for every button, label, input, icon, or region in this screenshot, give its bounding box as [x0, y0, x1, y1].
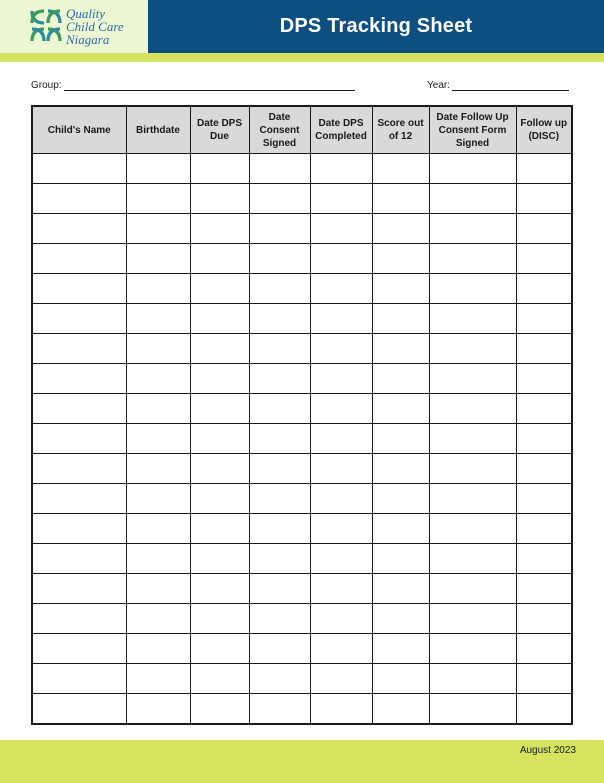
table-cell[interactable] [310, 274, 372, 304]
table-cell[interactable] [310, 694, 372, 725]
table-cell[interactable] [516, 544, 572, 574]
table-row [32, 634, 572, 664]
column-header-birthdate: Birthdate [126, 106, 190, 154]
table-cell[interactable] [249, 424, 310, 454]
table-cell[interactable] [126, 364, 190, 394]
table-cell[interactable] [190, 244, 249, 274]
table-cell[interactable] [126, 214, 190, 244]
table-row [32, 454, 572, 484]
table-cell[interactable] [310, 424, 372, 454]
table-cell[interactable] [126, 394, 190, 424]
table-row [32, 214, 572, 244]
table-cell[interactable] [516, 634, 572, 664]
table-cell[interactable] [249, 484, 310, 514]
table-cell[interactable] [190, 274, 249, 304]
table-cell[interactable] [310, 454, 372, 484]
table-cell[interactable] [126, 454, 190, 484]
table-cell[interactable] [190, 544, 249, 574]
table-cell[interactable] [516, 694, 572, 725]
table-cell[interactable] [516, 244, 572, 274]
table-cell[interactable] [372, 304, 429, 334]
qccn-rings-icon [28, 7, 64, 45]
column-header-date-consent-signed: Date Consent Signed [249, 106, 310, 154]
table-cell[interactable] [516, 334, 572, 364]
table-cell[interactable] [310, 154, 372, 184]
table-cell[interactable] [249, 694, 310, 725]
table-cell[interactable] [126, 604, 190, 634]
logo-line-1: Quality [66, 6, 105, 21]
table-cell[interactable] [126, 154, 190, 184]
table-cell[interactable] [429, 424, 516, 454]
table-cell[interactable] [126, 514, 190, 544]
table-cell[interactable] [32, 544, 126, 574]
year-label: Year: [427, 80, 450, 91]
table-cell[interactable] [516, 484, 572, 514]
table-cell[interactable] [190, 364, 249, 394]
logo-line-2: Child Care [66, 19, 124, 34]
table-body [32, 154, 572, 725]
table-cell[interactable] [126, 244, 190, 274]
column-header-childs-name: Child's Name [32, 106, 126, 154]
table-cell[interactable] [32, 364, 126, 394]
table-cell[interactable] [429, 694, 516, 725]
table-cell[interactable] [249, 334, 310, 364]
table-row [32, 184, 572, 214]
table-cell[interactable] [249, 634, 310, 664]
table-cell[interactable] [249, 454, 310, 484]
table-cell[interactable] [516, 604, 572, 634]
table-row [32, 574, 572, 604]
table-cell[interactable] [126, 574, 190, 604]
column-header-date-dps-due: Date DPS Due [190, 106, 249, 154]
table-cell[interactable] [429, 634, 516, 664]
table-cell[interactable] [190, 634, 249, 664]
table-cell[interactable] [429, 604, 516, 634]
table-cell[interactable] [32, 664, 126, 694]
table-cell[interactable] [372, 154, 429, 184]
column-header-date-dps-completed: Date DPS Completed [310, 106, 372, 154]
table-header-row [32, 106, 572, 154]
table-cell[interactable] [516, 364, 572, 394]
table-cell[interactable] [310, 544, 372, 574]
logo [0, 0, 148, 53]
table-cell[interactable] [372, 484, 429, 514]
table-cell[interactable] [429, 184, 516, 214]
table-cell[interactable] [126, 484, 190, 514]
table-cell[interactable] [429, 394, 516, 424]
table-cell[interactable] [249, 304, 310, 334]
table-cell[interactable] [249, 514, 310, 544]
table-cell[interactable] [516, 274, 572, 304]
table-cell[interactable] [372, 604, 429, 634]
table-cell[interactable] [516, 394, 572, 424]
table-cell[interactable] [310, 574, 372, 604]
table-cell[interactable] [372, 424, 429, 454]
table-cell[interactable] [310, 244, 372, 274]
table-cell[interactable] [32, 634, 126, 664]
table-cell[interactable] [429, 484, 516, 514]
table-cell[interactable] [516, 514, 572, 544]
table-cell[interactable] [516, 454, 572, 484]
table-cell[interactable] [126, 274, 190, 304]
table-cell[interactable] [249, 364, 310, 394]
table-cell[interactable] [126, 334, 190, 364]
table-cell[interactable] [372, 514, 429, 544]
footer-date: August 2023 [519, 745, 576, 756]
table-cell[interactable] [126, 184, 190, 214]
table-cell[interactable] [249, 214, 310, 244]
table-cell[interactable] [372, 694, 429, 725]
table-cell[interactable] [249, 664, 310, 694]
table-cell[interactable] [516, 664, 572, 694]
table-cell[interactable] [32, 484, 126, 514]
table-cell[interactable] [32, 274, 126, 304]
column-header-follow-up-disc: Follow up (DISC) [516, 106, 572, 154]
table-cell[interactable] [429, 334, 516, 364]
table-cell[interactable] [310, 604, 372, 634]
table-cell[interactable] [249, 604, 310, 634]
group-field [31, 80, 355, 91]
table-cell[interactable] [310, 364, 372, 394]
page-footer [0, 740, 604, 783]
table-cell[interactable] [310, 634, 372, 664]
table-cell[interactable] [32, 424, 126, 454]
table-cell[interactable] [516, 184, 572, 214]
table-cell[interactable] [190, 484, 249, 514]
table-cell[interactable] [429, 544, 516, 574]
table-cell[interactable] [372, 574, 429, 604]
page-title: DPS Tracking Sheet [279, 15, 473, 37]
table-cell[interactable] [126, 304, 190, 334]
table-cell[interactable] [310, 664, 372, 694]
table-cell[interactable] [32, 244, 126, 274]
table-cell[interactable] [32, 214, 126, 244]
table-cell[interactable] [516, 574, 572, 604]
table-cell[interactable] [429, 364, 516, 394]
table-row [32, 304, 572, 334]
table-cell[interactable] [190, 214, 249, 244]
table-row [32, 364, 572, 394]
table-cell[interactable] [126, 544, 190, 574]
table-cell[interactable] [249, 544, 310, 574]
column-header-follow-up-consent: Date Follow Up Consent Form Signed [429, 106, 516, 154]
table-cell[interactable] [429, 214, 516, 244]
table-cell[interactable] [310, 334, 372, 364]
table-cell[interactable] [372, 334, 429, 364]
table-row [32, 694, 572, 725]
table-cell[interactable] [429, 274, 516, 304]
logo-line-3: Niagara [66, 32, 110, 47]
table-cell[interactable] [372, 184, 429, 214]
table-cell[interactable] [126, 634, 190, 664]
table-row [32, 664, 572, 694]
table-row [32, 544, 572, 574]
table-cell[interactable] [516, 214, 572, 244]
table-cell[interactable] [516, 304, 572, 334]
table-cell[interactable] [372, 214, 429, 244]
table-cell[interactable] [429, 514, 516, 544]
table-cell[interactable] [249, 244, 310, 274]
table-cell[interactable] [429, 454, 516, 484]
table-cell[interactable] [190, 694, 249, 725]
table-cell[interactable] [372, 544, 429, 574]
table-cell[interactable] [126, 424, 190, 454]
table-cell[interactable] [190, 514, 249, 544]
table-cell[interactable] [249, 154, 310, 184]
table-cell[interactable] [126, 664, 190, 694]
table-cell[interactable] [429, 244, 516, 274]
table-row [32, 334, 572, 364]
table-row [32, 424, 572, 454]
table-cell[interactable] [429, 304, 516, 334]
table-cell[interactable] [310, 514, 372, 544]
table-cell[interactable] [310, 214, 372, 244]
table-cell[interactable] [372, 454, 429, 484]
table-cell[interactable] [190, 184, 249, 214]
group-label: Group: [31, 80, 62, 91]
table-cell[interactable] [310, 394, 372, 424]
table-cell[interactable] [372, 364, 429, 394]
table-row [32, 274, 572, 304]
table-row [32, 484, 572, 514]
table-cell[interactable] [372, 274, 429, 304]
table-cell[interactable] [190, 664, 249, 694]
table-cell[interactable] [32, 454, 126, 484]
table-row [32, 514, 572, 544]
table-cell[interactable] [249, 574, 310, 604]
table-cell[interactable] [310, 304, 372, 334]
group-input-line[interactable] [64, 80, 355, 91]
table-row [32, 604, 572, 634]
tracking-table [31, 105, 573, 725]
table-cell[interactable] [429, 664, 516, 694]
table-cell[interactable] [372, 394, 429, 424]
table-cell[interactable] [429, 574, 516, 604]
table-cell[interactable] [190, 454, 249, 484]
table-cell[interactable] [249, 394, 310, 424]
year-field [427, 80, 569, 91]
table-cell[interactable] [310, 184, 372, 214]
table-row [32, 244, 572, 274]
table-cell[interactable] [516, 424, 572, 454]
table-cell[interactable] [429, 154, 516, 184]
table-cell[interactable] [190, 604, 249, 634]
table-cell[interactable] [190, 154, 249, 184]
table-cell[interactable] [249, 274, 310, 304]
table-cell[interactable] [32, 574, 126, 604]
table-cell[interactable] [372, 634, 429, 664]
table-cell[interactable] [190, 424, 249, 454]
page-header [0, 0, 604, 53]
table-cell[interactable] [310, 484, 372, 514]
table-cell[interactable] [190, 574, 249, 604]
logo-text [66, 7, 124, 46]
table-cell[interactable] [372, 244, 429, 274]
table-cell[interactable] [32, 304, 126, 334]
table-cell[interactable] [249, 184, 310, 214]
table-cell[interactable] [190, 394, 249, 424]
table-cell[interactable] [126, 694, 190, 725]
table-cell[interactable] [32, 394, 126, 424]
table-cell[interactable] [190, 304, 249, 334]
year-input-line[interactable] [452, 80, 569, 91]
table-cell[interactable] [32, 604, 126, 634]
column-header-score: Score out of 12 [372, 106, 429, 154]
table-cell[interactable] [32, 154, 126, 184]
accent-bar [0, 53, 604, 62]
table-cell[interactable] [190, 334, 249, 364]
table-cell[interactable] [32, 184, 126, 214]
table-cell[interactable] [516, 154, 572, 184]
table-row [32, 394, 572, 424]
table-cell[interactable] [372, 664, 429, 694]
table-cell[interactable] [32, 694, 126, 725]
table-row [32, 154, 572, 184]
table-cell[interactable] [32, 514, 126, 544]
table-cell[interactable] [32, 334, 126, 364]
